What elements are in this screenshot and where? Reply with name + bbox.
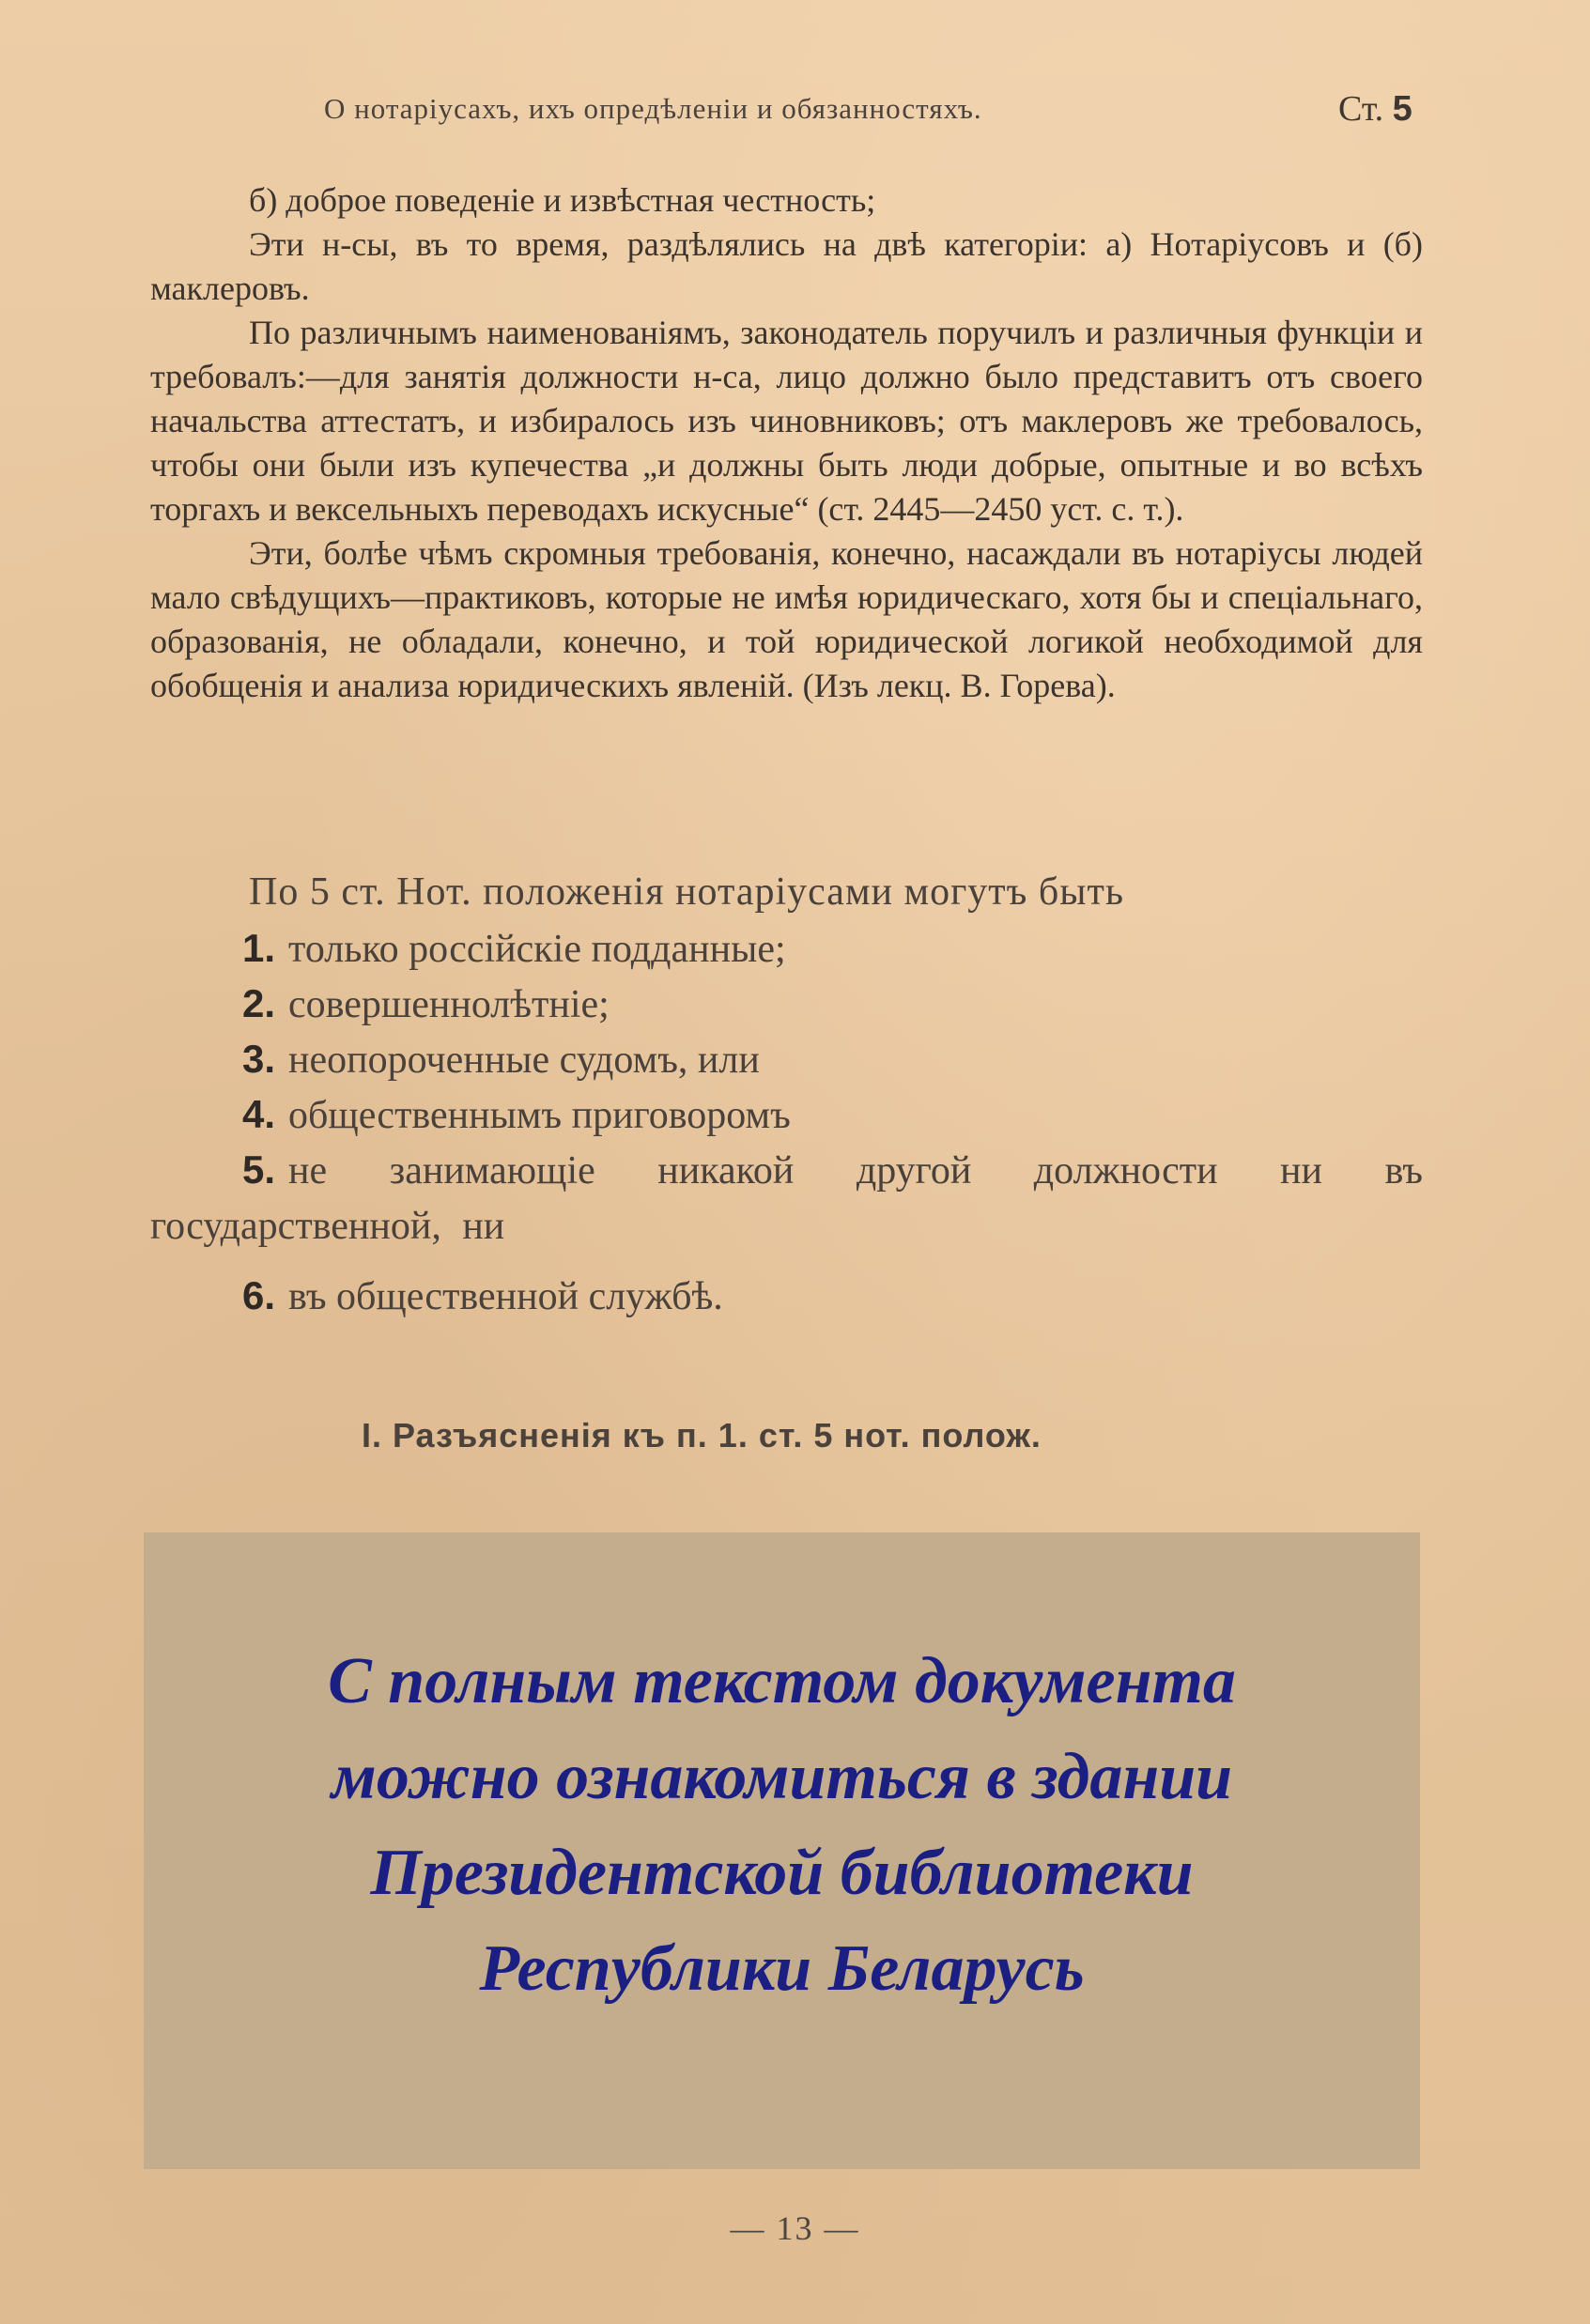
paragraph-1: б) доброе поведеніе и извѣстная честность; <box>249 181 876 219</box>
notice-text <box>144 1634 1420 2017</box>
list-item <box>242 920 1423 976</box>
requirements-list <box>150 864 1423 1323</box>
notice-line-1: С полным текстом документа <box>328 1645 1236 1717</box>
item-text: общественнымъ приговоромъ <box>288 1094 791 1137</box>
item-number: 1. <box>242 926 276 970</box>
footer-page-number: — 13 — <box>730 2209 860 2247</box>
page-number-top: 5 <box>1392 89 1412 129</box>
requirements-lead: По 5 ст. Нот. положенія нотаріусами могутъ быть <box>249 870 1124 914</box>
item-number: 6. <box>242 1273 276 1317</box>
running-head: О нотаріусахъ, ихъ опредѣленіи и обязанностяхъ. <box>324 92 982 125</box>
page-prefix: Ст. <box>1338 89 1384 129</box>
notice-line-4: Республики Беларусь <box>479 1932 1085 2005</box>
item-text: совершеннолѣтніе; <box>288 983 610 1026</box>
item-text: только россійскіе подданные; <box>288 928 786 971</box>
section-subheading: I. Разъясненія къ п. 1. ст. 5 нот. полож. <box>362 1416 1042 1454</box>
list-item <box>242 1268 1423 1323</box>
list-item <box>242 976 1423 1031</box>
paragraph-2: Эти н-сы, въ то время, раздѣлялись на двѣ категоріи: а) Нотаріусовъ и (б) маклеровъ. <box>150 225 1423 307</box>
body-text <box>150 178 1423 708</box>
notice-line-3: Президентской библиотеки <box>370 1837 1194 1909</box>
item-number: 3. <box>242 1037 276 1081</box>
list-item <box>242 1086 1423 1142</box>
item-number: 5. <box>242 1147 276 1192</box>
paragraph-4: Эти, болѣе чѣмъ скромныя требованія, конечно, насаждали въ нотаріусы людей мало свѣдущихъ—практиковъ, которые не имѣя юридическаго, хотя бы и спеціальнаго, образованія, не обладали, конечно, и той юридической логикой необходимой для обобщенія и анализа юридическихъ явленій. (Изъ лекц. В. Горева). <box>150 534 1423 704</box>
paragraph-3: По различнымъ наименованіямъ, законодатель поручилъ и различныя функціи и требовалъ:—для занятія должности н-са, лицо должно было представитъ отъ своего начальства аттестатъ, и избиралось изъ чиновниковъ; отъ маклеровъ же требовалось, чтобы они были изъ купечества „и должны быть люди добрые, опытные и во всѣхъ торгахъ и вексельныхъ переводахъ искусные“ (ст. 2445—2450 уст. с. т.). <box>150 314 1423 528</box>
notice-box <box>144 1532 1420 2169</box>
list-item <box>242 1031 1423 1086</box>
notice-line-2: можно ознакомиться в здании <box>331 1741 1233 1813</box>
item-number: 2. <box>242 981 276 1025</box>
item-text: неопороченные судомъ, или <box>288 1039 760 1082</box>
item-number: 4. <box>242 1092 276 1136</box>
list-item <box>150 1142 1423 1254</box>
item-text: не занимающіе никакой другой должности ни въ государственной, ни <box>150 1149 1423 1248</box>
page-label <box>1338 88 1412 130</box>
item-text: въ общественной службѣ. <box>288 1275 723 1318</box>
